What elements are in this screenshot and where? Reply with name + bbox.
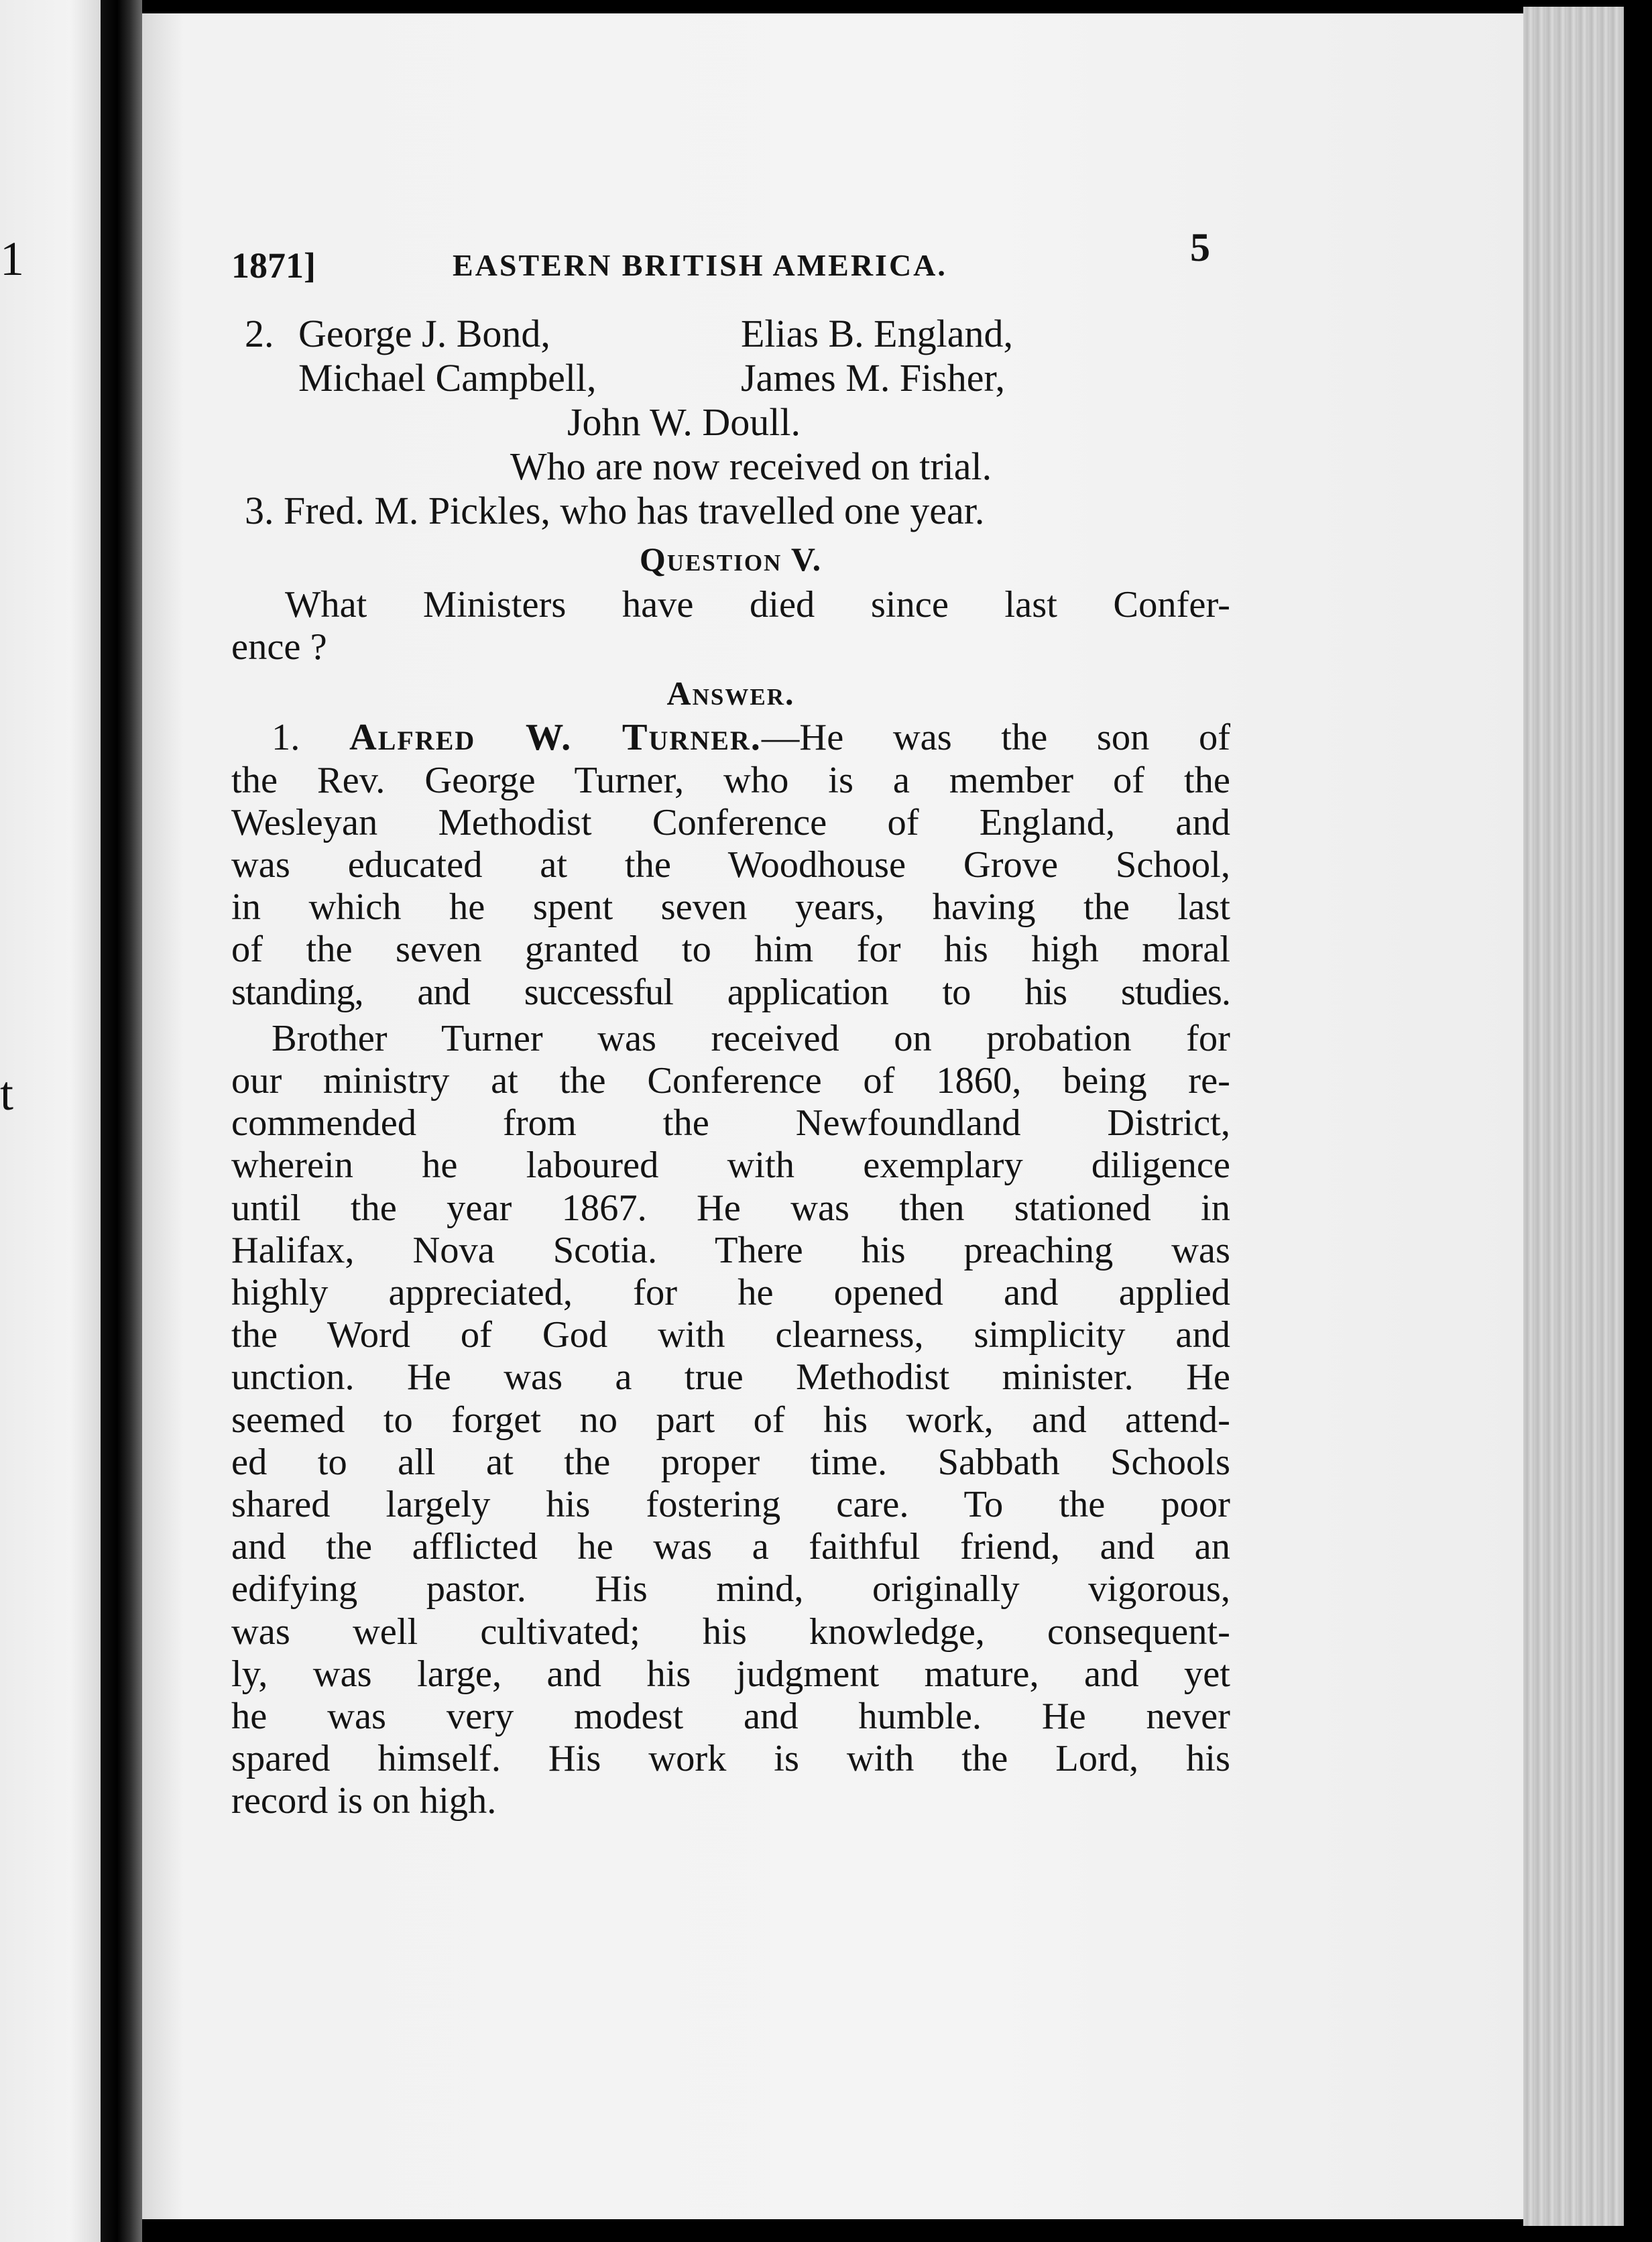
names-row-1	[231, 312, 1230, 356]
para2-line: and the afflicted he was a faithful friend, and an	[231, 1526, 1230, 1568]
para2-line: seemed to forget no part of his work, and attend-	[231, 1399, 1230, 1441]
names-row-2	[231, 356, 1230, 400]
entry-name: Alfred W. Turner.	[349, 717, 762, 759]
page-text	[231, 225, 1230, 1823]
para1-line: standing, and successful application to his studies.	[231, 971, 1230, 1013]
para2-line: unction. He was a true Methodist minister. He	[231, 1356, 1230, 1399]
name-john-doull: John W. Doull.	[567, 400, 801, 444]
answer-heading: Answer.	[666, 674, 795, 713]
received-note: Who are now received on trial.	[510, 445, 992, 488]
para2-line: ed to all at the proper time. Sabbath Schools	[231, 1441, 1230, 1483]
question-line-1: What Ministers have died since last Confer-	[285, 584, 1230, 626]
running-header	[231, 225, 1230, 298]
name-george-bond: George J. Bond,	[298, 312, 550, 355]
entry-number: 1.	[272, 717, 349, 759]
para2-line: commended from the Newfoundland District,	[231, 1102, 1230, 1144]
page-edges	[1523, 7, 1624, 2226]
para2-line: edifying pastor. His mind, originally vigorous,	[231, 1568, 1230, 1610]
entry-first-rest: —He was the son of	[761, 717, 1231, 759]
left-page-glyph-top: 1	[0, 232, 24, 286]
para2-line: Brother Turner was received on probation for	[272, 1017, 1230, 1059]
obituary-first-line	[231, 717, 1230, 759]
header-title: EASTERN BRITISH AMERICA.	[453, 248, 947, 282]
scan-border	[1624, 0, 1652, 2242]
list-number: 2.	[245, 312, 274, 355]
page-number: 5	[1190, 225, 1210, 270]
para2-line: shared largely his fostering care. To the poor	[231, 1484, 1230, 1526]
para1-line: the Rev. George Turner, who is a member of the	[231, 759, 1230, 801]
obituary-paragraph-2	[231, 1018, 1230, 1823]
para1-line: of the seven granted to him for his high moral	[231, 929, 1230, 971]
header-year: 1871]	[231, 245, 316, 286]
probation-list	[231, 312, 1230, 533]
para2-line: spared himself. His work is with the Lord, his	[231, 1738, 1230, 1780]
question-text	[231, 584, 1230, 668]
para2-line: record is on high.	[231, 1780, 497, 1822]
para1-line: in which he spent seven years, having the last	[231, 886, 1230, 929]
left-facing-page	[0, 0, 101, 2242]
question-line-2: ence ?	[231, 626, 327, 668]
name-michael-campbell: Michael Campbell,	[298, 356, 597, 400]
name-james-fisher: James M. Fisher,	[741, 356, 1005, 400]
book-gutter	[101, 0, 142, 2242]
question-heading: Question V.	[639, 540, 823, 578]
para2-line: highly appreciated, for he opened and applied	[231, 1272, 1230, 1314]
para2-line: until the year 1867. He was then stationed in	[231, 1187, 1230, 1229]
para2-line: our ministry at the Conference of 1860, being re-	[231, 1060, 1230, 1102]
para1-line: was educated at the Woodhouse Grove School,	[231, 844, 1230, 886]
list-item-3: 3. Fred. M. Pickles, who has travelled one year.	[245, 489, 985, 532]
para2-line: was well cultivated; his knowledge, consequent-	[231, 1610, 1230, 1653]
para2-line: ly, was large, and his judgment mature, and yet	[231, 1653, 1230, 1695]
name-elias-england: Elias B. England,	[741, 312, 1013, 355]
obituary-paragraph-1	[231, 717, 1230, 1013]
para2-line: wherein he laboured with exemplary diligence	[231, 1144, 1230, 1187]
para2-line: the Word of God with clearness, simplicity and	[231, 1314, 1230, 1356]
para2-line: Halifax, Nova Scotia. There his preaching was	[231, 1229, 1230, 1271]
para2-line: he was very modest and humble. He never	[231, 1696, 1230, 1738]
para1-line: Wesleyan Methodist Conference of England, and	[231, 801, 1230, 843]
left-page-glyph-mid: t	[0, 1067, 14, 1120]
